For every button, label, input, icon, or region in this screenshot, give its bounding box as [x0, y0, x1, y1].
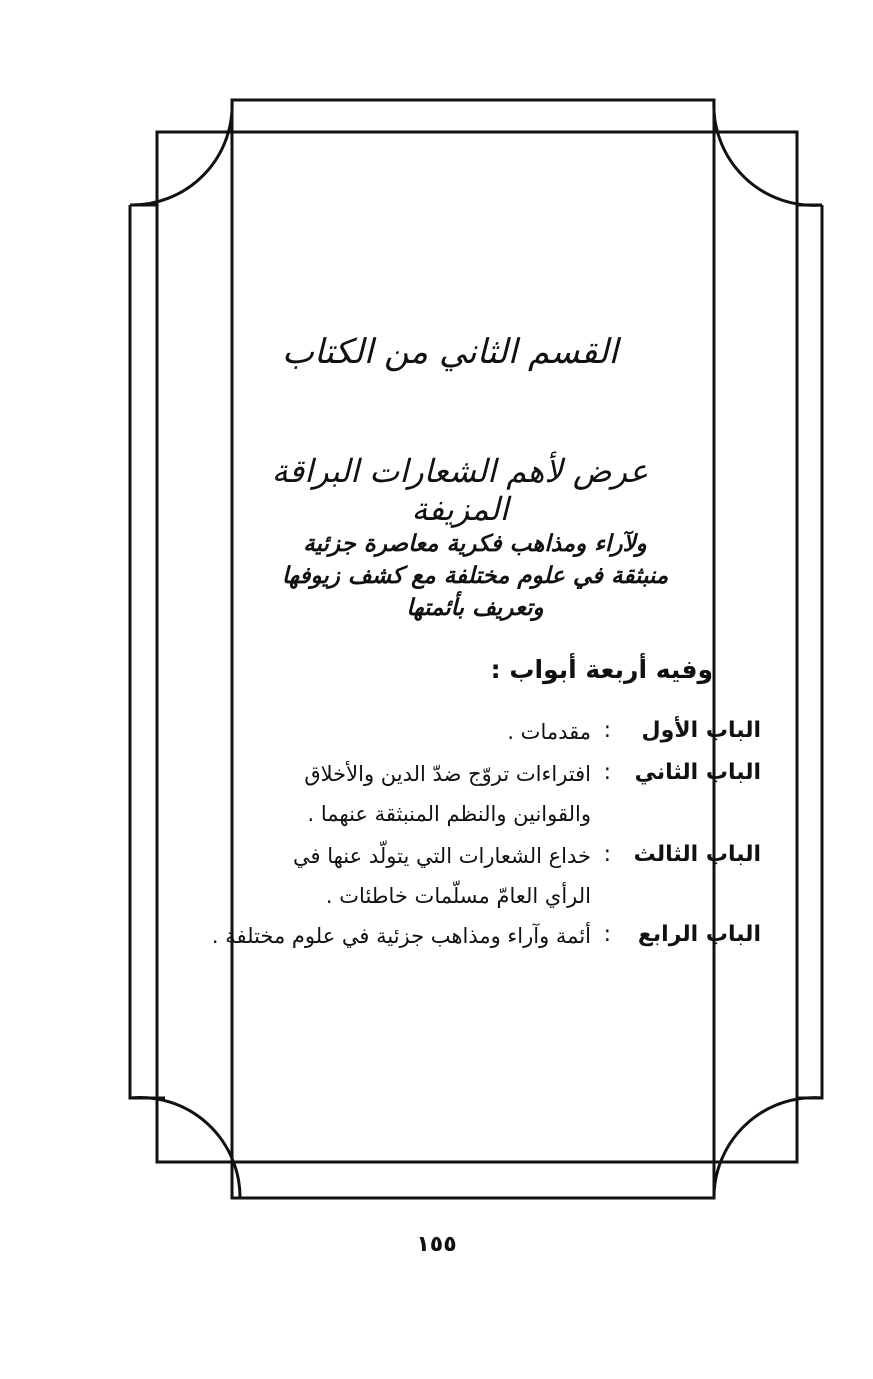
chapter-text-continued: والقوانين والنظم المنبثقة عنهما . — [307, 802, 591, 826]
page-number: ١٥٥ — [416, 1232, 457, 1257]
tagline-line-1: ولآراء ومذاهب فكرية معاصرة جزئية — [303, 530, 647, 557]
chapter-text: خداع الشعارات التي يتولّد عنها في — [293, 844, 591, 868]
chapters-intro: وفيه أربعة أبواب : — [490, 655, 713, 684]
chapter-colon: : — [603, 718, 611, 743]
section-title: القسم الثاني من الكتاب — [282, 332, 618, 372]
frame-outer-rect — [232, 100, 714, 1198]
chapter-colon: : — [603, 922, 611, 947]
tagline-line-2: منبثقة في علوم مختلفة مع كشف زيوفها — [281, 562, 669, 589]
chapter-text-continued: الرأي العامّ مسلّمات خاطئات . — [325, 884, 591, 908]
chapter-text: أئمة وآراء ومذاهب جزئية في علوم مختلفة . — [211, 924, 591, 948]
chapter-colon: : — [603, 842, 611, 867]
subtitle: عرض لأهم الشعارات البراقة المزيفة — [271, 452, 649, 528]
chapter-text: مقدمات . — [507, 720, 591, 744]
chapter-label: الباب الرابع — [637, 922, 761, 947]
chapter-text: افتراءات تروّج ضدّ الدين والأخلاق — [304, 762, 591, 786]
chapter-label: الباب الثالث — [633, 842, 761, 867]
chapter-label: الباب الأول — [641, 718, 761, 743]
frame-inner-rect — [157, 132, 797, 1162]
chapter-colon: : — [603, 760, 611, 785]
tagline-line-3: وتعريف بأئمتها — [406, 594, 544, 621]
chapter-label: الباب الثاني — [634, 760, 761, 785]
